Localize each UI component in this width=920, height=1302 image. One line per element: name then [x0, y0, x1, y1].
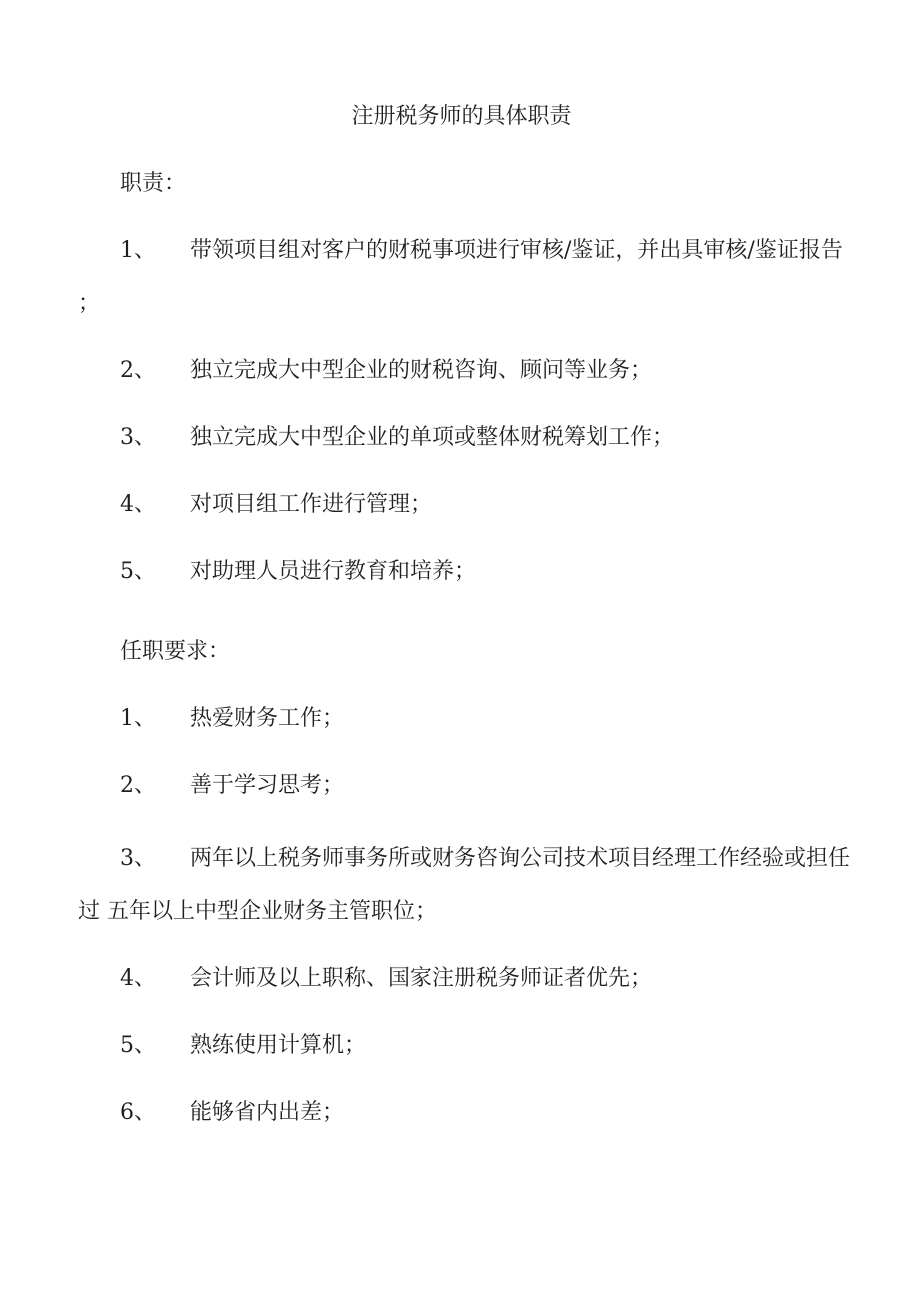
item-number: 2、 [120, 358, 156, 383]
requirement-item-2-line-1 [78, 759, 845, 812]
item-text: 对项目组工作进行管理； [190, 492, 433, 517]
item-number: 3、 [120, 425, 156, 450]
document-content [0, 90, 920, 1139]
requirement-item-4 [78, 952, 845, 1005]
item-number: 4、 [120, 966, 156, 991]
requirements-heading: 任职要求： [120, 639, 231, 664]
requirement-item-2 [78, 759, 845, 812]
duty-item-4 [78, 478, 845, 531]
item-number: 6、 [120, 1100, 156, 1125]
requirement-item-3-line-1 [78, 832, 851, 885]
item-text: 两年以上税务师事务所或财务咨询公司技术项目经理工作经验或担任 [190, 846, 851, 871]
duty-item-1 [78, 224, 845, 330]
requirement-item-4-line-1 [78, 952, 845, 1005]
duty-item-2-line-1 [78, 344, 845, 397]
item-text: 对助理人员进行教育和培养； [190, 559, 477, 584]
item-text: 带领项目组对客户的财税事项进行审核/鉴证，并出具审核/鉴证报告 [190, 238, 843, 263]
duties-heading: 职责： [120, 171, 187, 196]
item-number: 1、 [120, 238, 156, 263]
item-number: 2、 [120, 773, 156, 798]
duty-item-1-line-1 [78, 224, 845, 277]
duty-item-4-line-1 [78, 478, 845, 531]
item-number: 3、 [120, 846, 156, 871]
duty-item-1-line-2: ； [78, 291, 101, 316]
item-text: 独立完成大中型企业的单项或整体财税筹划工作； [190, 425, 675, 450]
item-number: 1、 [120, 706, 156, 731]
item-number: 5、 [120, 1033, 156, 1058]
duty-item-3-line-1 [78, 411, 845, 464]
item-text: 善于学习思考； [190, 773, 345, 798]
requirement-item-5 [78, 1019, 845, 1072]
duty-item-5 [78, 545, 845, 598]
requirement-item-1-line-1 [78, 692, 845, 745]
duty-item-3 [78, 411, 845, 464]
item-text: 独立完成大中型企业的财税咨询、顾问等业务； [190, 358, 653, 383]
item-text: 会计师及以上职称、国家注册税务师证者优先； [190, 966, 653, 991]
requirement-item-6-line-1 [78, 1086, 845, 1139]
item-text: 热爱财务工作； [190, 706, 345, 731]
item-text: 能够省内出差； [190, 1100, 345, 1125]
duty-item-5-line-1 [78, 545, 845, 598]
item-number: 5、 [120, 559, 156, 584]
requirement-item-3 [78, 832, 851, 938]
requirement-item-5-line-1 [78, 1019, 845, 1072]
requirement-item-3-line-2: 过 五年以上中型企业财务主管职位； [78, 899, 437, 924]
item-text: 熟练使用计算机； [190, 1033, 367, 1058]
doc-title: 注册税务师的具体职责 [351, 104, 572, 129]
requirement-item-1 [78, 692, 845, 745]
requirement-item-6 [78, 1086, 845, 1139]
item-number: 4、 [120, 492, 156, 517]
duty-item-2 [78, 344, 845, 397]
